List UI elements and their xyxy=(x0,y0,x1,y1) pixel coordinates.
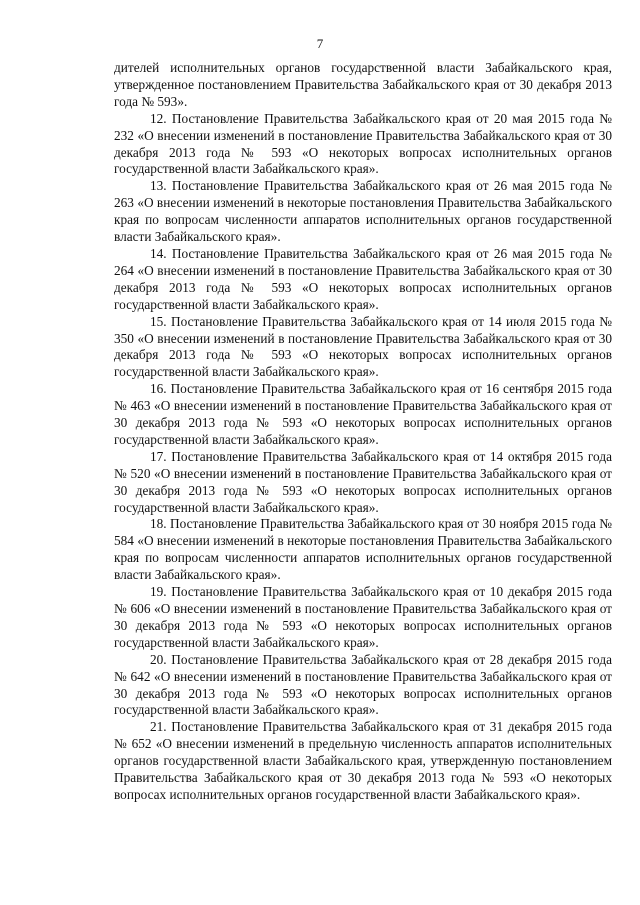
list-item-12: 12. Постановление Правительства Забайкальского края от 20 мая 2015 года № 232 «О внесении изменений в постановление Правительства Забайкальского края от 30 декабря 2013 года № 593 «О некоторых вопросах исполнительных органов государственной власти Забайкальского края». xyxy=(114,110,612,177)
list-item-21: 21. Постановление Правительства Забайкальского края от 31 декабря 2015 года № 652 «О внесении изменений в предельную численность аппаратов исполнительных органов государственной власти Забайкальского края, утвержденную постановлением Правительства Забайкальского края от 30 декабря 2013 года № 593 «О некоторых вопросах исполнительных органов государственной власти Забайкальского края». xyxy=(114,719,612,802)
list-item-14: 14. Постановление Правительства Забайкальского края от 26 мая 2015 года № 264 «О внесении изменений в постановление Правительства Забайкальского края от 30 декабря 2013 года № 593 «О некоторых вопросах исполнительных органов государственной власти Забайкальского края». xyxy=(114,245,612,312)
list-item-13: 13. Постановление Правительства Забайкальского края от 26 мая 2015 года № 263 «О внесении изменений в некоторые постановления Правительства Забайкальского края по вопросам численности аппаратов исполнительных органов государственной власти Забайкальского края». xyxy=(114,178,612,245)
list-item-15: 15. Постановление Правительства Забайкальского края от 14 июля 2015 года № 350 «О внесении изменений в постановление Правительства Забайкальского края от 30 декабря 2013 года № 593 «О некоторых вопросах исполнительных органов государственной власти Забайкальского края». xyxy=(114,313,612,380)
document-body xyxy=(114,60,612,804)
list-item-16: 16. Постановление Правительства Забайкальского края от 16 сентября 2015 года № 463 «О внесении изменений в постановление Правительства Забайкальского края от 30 декабря 2013 года № 593 «О некоторых вопросах исполнительных органов государственной власти Забайкальского края». xyxy=(114,381,612,447)
list-item-17: 17. Постановление Правительства Забайкальского края от 14 октября 2015 года № 520 «О внесении изменений в постановление Правительства Забайкальского края от 30 декабря 2013 года № 593 «О некоторых вопросах исполнительных органов государственной власти Забайкальского края». xyxy=(114,448,612,515)
list-item-19: 19. Постановление Правительства Забайкальского края от 10 декабря 2015 года № 606 «О внесении изменений в постановление Правительства Забайкальского края от 30 декабря 2013 года № 593 «О некоторых вопросах исполнительных органов государственной власти Забайкальского края». xyxy=(114,584,612,650)
page-number: 7 xyxy=(316,36,324,51)
paragraph-continuation: дителей исполнительных органов государственной власти Забайкальского края, утвержденное постановлением Правительства Забайкальского края от 30 декабря 2013 года № 593». xyxy=(114,60,612,109)
list-item-18: 18. Постановление Правительства Забайкальского края от 30 ноября 2015 года № 584 «О внесении изменений в некоторые постановления Правительства Забайкальского края по вопросам численности аппаратов исполнительных органов государственной власти Забайкальского края». xyxy=(114,516,612,583)
list-item-20: 20. Постановление Правительства Забайкальского края от 28 декабря 2015 года № 642 «О внесении изменений в постановление Правительства Забайкальского края от 30 декабря 2013 года № 593 «О некоторых вопросах исполнительных органов государственной власти Забайкальского края». xyxy=(114,651,612,718)
